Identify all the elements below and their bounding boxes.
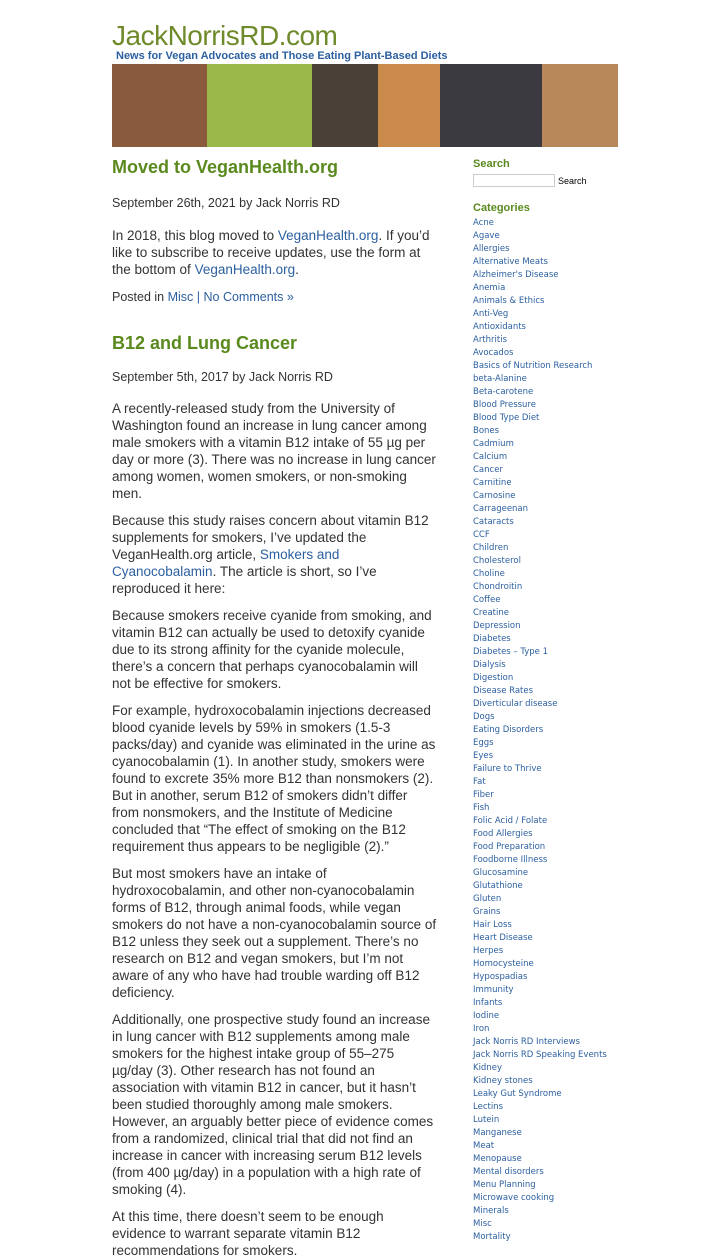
post-title-text[interactable]: Moved to VeganHealth.org [112, 157, 339, 177]
post-title-text[interactable]: B12 and Lung Cancer [112, 333, 298, 353]
category-link[interactable]: Food Allergies [473, 829, 533, 839]
category-link[interactable]: Lutein [473, 1115, 500, 1125]
category-link[interactable]: Blood Pressure [473, 400, 536, 410]
text: . [295, 262, 299, 277]
posted-in-label: Posted in [112, 290, 168, 304]
category-link[interactable]: Diverticular disease [473, 699, 558, 709]
category-link[interactable]: Dialysis [473, 660, 506, 670]
post-meta: September 5th, 2017 by Jack Norris RD [112, 370, 333, 384]
post-paragraph [112, 227, 438, 278]
post-b12-lung-cancer [112, 332, 438, 1259]
text: Because this study raises concern about vitamin B12 supplements for smokers, I’ve updated the VeganHealth.org article, [112, 513, 429, 562]
category-link[interactable]: Mental disorders [473, 1167, 544, 1177]
category-link[interactable]: CCF [473, 530, 490, 540]
category-link[interactable]: Diabetes [473, 634, 511, 644]
post-title[interactable] [112, 156, 438, 178]
category-link[interactable]: Minerals [473, 1206, 509, 1216]
text: In 2018, this blog moved to [112, 228, 278, 243]
sidebar [473, 158, 623, 1244]
banner-photo-asparagus [207, 64, 312, 147]
category-link[interactable]: Beta-carotene [473, 387, 534, 397]
category-link[interactable]: Coffee [473, 595, 501, 605]
category-link[interactable]: Glutathione [473, 881, 523, 891]
category-link[interactable]: Fat [473, 777, 486, 787]
category-link[interactable]: Iron [473, 1024, 490, 1034]
category-link[interactable]: Kidney [473, 1063, 502, 1073]
category-link[interactable]: Cataracts [473, 517, 514, 527]
post-paragraph: Additionally, one prospective study found an increase in lung cancer with B12 supplements among male smokers for the highest intake group of 55–275 µg/day (3). Other research has not found an association with vitamin B12 in cancer, but it hasn’t been studied thoroughly among male smokers. However, an arguably better piece of evidence comes from a randomized, clinical trial that did not find an increase in cancer with increasing serum B12 levels (from 400 µg/day) in a population with a high rate of smoking (4). [112, 1012, 434, 1197]
post-footer [112, 290, 438, 304]
banner-photo-berries [440, 64, 542, 147]
category-link[interactable]: Manganese [473, 1128, 522, 1138]
category-link[interactable]: Fiber [473, 790, 494, 800]
categories-heading: Categories [473, 202, 530, 214]
category-link[interactable]: Allergies [473, 244, 510, 254]
category-link[interactable]: Immunity [473, 985, 514, 995]
post-title[interactable] [112, 332, 438, 354]
category-link[interactable]: Digestion [473, 673, 514, 683]
category-link[interactable]: Misc [473, 1219, 492, 1229]
category-link[interactable]: Lectins [473, 1102, 503, 1112]
category-link[interactable]: Iodine [473, 1011, 500, 1021]
category-link[interactable]: Cadmium [473, 439, 514, 449]
category-link[interactable]: Eyes [473, 751, 494, 761]
category-link[interactable]: Basics of Nutrition Research [473, 361, 593, 371]
category-link[interactable]: Alzheimer's Disease [473, 270, 559, 280]
banner-photo-drink [378, 64, 440, 147]
category-link[interactable]: Hypospadias [473, 972, 528, 982]
veganhealth-link-2[interactable]: VeganHealth.org [194, 262, 296, 277]
category-link[interactable]: beta-Alanine [473, 374, 527, 384]
category-link[interactable]: Dogs [473, 712, 495, 722]
category-link[interactable]: Glucosamine [473, 868, 529, 878]
category-link[interactable]: Calcium [473, 452, 508, 462]
category-link[interactable]: Depression [473, 621, 521, 631]
post-moved [112, 156, 438, 304]
main-content [112, 150, 438, 1259]
post-paragraph: Because smokers receive cyanide from smoking, and vitamin B12 can actually be used to detoxify cyanide due to its strong affinity for the cyanide molecule, there’s a concern that perhaps cyanocobalamin will not be effective for smokers. [112, 608, 432, 691]
category-link[interactable]: Animals & Ethics [473, 296, 545, 306]
category-link-misc[interactable]: Misc [167, 290, 194, 304]
banner-photo-wok [312, 64, 378, 147]
category-link[interactable]: Homocysteine [473, 959, 534, 969]
category-link[interactable]: Carnosine [473, 491, 516, 501]
banner-photo-sandwich [542, 64, 618, 147]
category-link[interactable]: Fish [473, 803, 490, 813]
category-link[interactable]: Infants [473, 998, 503, 1008]
text: . The article is short, so I’ve reproduced it here: [112, 564, 377, 596]
category-link[interactable]: Jack Norris RD Interviews [473, 1037, 581, 1047]
banner-photo-crepe [112, 64, 207, 147]
category-link[interactable]: Eating Disorders [473, 725, 544, 735]
category-link[interactable]: Grains [473, 907, 501, 917]
post-paragraph: A recently-released study from the University of Washington found an increase in lung cancer among male smokers with a vitamin B12 intake of 55 µg per day or more (3). There was no increase in lung cancer among women, women smokers, or non-smoking men. [112, 401, 436, 501]
category-link[interactable]: Heart Disease [473, 933, 533, 943]
search-input[interactable] [473, 174, 555, 187]
category-link[interactable]: Mortality [473, 1232, 511, 1242]
category-link[interactable]: Leaky Gut Syndrome [473, 1089, 562, 1099]
category-link[interactable]: Children [473, 543, 509, 553]
category-link[interactable]: Eggs [473, 738, 494, 748]
category-link[interactable]: Disease Rates [473, 686, 534, 696]
category-link[interactable]: Herpes [473, 946, 504, 956]
category-link[interactable]: Food Preparation [473, 842, 546, 852]
category-link[interactable]: Cholesterol [473, 556, 521, 566]
category-link[interactable]: Diabetes – Type 1 [473, 647, 549, 657]
post-paragraph [112, 512, 438, 597]
category-link[interactable]: Failure to Thrive [473, 764, 542, 774]
category-link[interactable]: Microwave cooking [473, 1193, 555, 1203]
text: . If you’d like to subscribe to receive updates, use the form at the bottom of [112, 228, 430, 277]
category-link[interactable]: Menopause [473, 1154, 522, 1164]
category-link[interactable]: Menu Planning [473, 1180, 536, 1190]
category-link[interactable]: Creatine [473, 608, 509, 618]
category-link[interactable]: Arthritis [473, 335, 508, 345]
post-meta: September 26th, 2021 by Jack Norris RD [112, 196, 340, 210]
search-form [473, 174, 623, 187]
category-link[interactable]: Alternative Meats [473, 257, 548, 267]
category-list [473, 217, 623, 1244]
category-link[interactable]: Blood Type Diet [473, 413, 540, 423]
category-link[interactable]: Avocados [473, 348, 514, 358]
category-link[interactable]: Folic Acid / Folate [473, 816, 548, 826]
comments-link[interactable]: No Comments » [203, 290, 294, 304]
site-tagline: News for Vegan Advocates and Those Eating Plant-Based Diets [116, 50, 448, 62]
category-link[interactable]: Agave [473, 231, 500, 241]
search-heading: Search [473, 158, 510, 170]
category-link[interactable]: Meat [473, 1141, 495, 1151]
search-button[interactable]: Search [555, 176, 587, 186]
post-paragraph: At this time, there doesn’t seem to be enough evidence to warrant separate vitamin B12 recommendations for smokers. [112, 1209, 384, 1258]
site-logo[interactable]: JackNorrisRD.com [112, 20, 338, 51]
category-link[interactable]: Choline [473, 569, 505, 579]
category-link[interactable]: Chondroitin [473, 582, 523, 592]
category-link[interactable]: Carrageenan [473, 504, 529, 514]
category-link[interactable]: Hair Loss [473, 920, 512, 930]
category-link[interactable]: Kidney stones [473, 1076, 533, 1086]
category-link[interactable]: Acne [473, 218, 494, 228]
post-paragraph: But most smokers have an intake of hydroxocobalamin, and other non-cyanocobalamin forms of B12, through animal foods, while vegan smokers do not have a non-cyanocobalamin source of B12 unless they seek out a supplement. There’s no research on B12 and vegan smokers, but I’m not aware of any who have had trouble warding off B12 deficiency. [112, 866, 437, 1000]
category-link[interactable]: Anemia [473, 283, 506, 293]
category-link[interactable]: Foodborne Illness [473, 855, 548, 865]
category-link[interactable]: Antioxidants [473, 322, 526, 332]
category-link[interactable]: Cancer [473, 465, 503, 475]
category-link[interactable]: Anti-Veg [473, 309, 509, 319]
smokers-cyanocobalamin-link[interactable]: Smokers and Cyanocobalamin [112, 547, 340, 579]
category-link[interactable]: Carnitine [473, 478, 512, 488]
post-paragraph: For example, hydroxocobalamin injections decreased blood cyanide levels by 59% in smokers (1.5-3 packs/day) and cyanide was eliminated in the urine as cyanocobalamin (1). In another study, smokers were found to excrete 35% more B12 than nonsmokers (2). But in another, serum B12 of smokers didn’t differ from nonsmokers, and the Institute of Medicine concluded that “The effect of smoking on the B12 requirement thus appears to be negligible (2).” [112, 703, 436, 854]
category-link[interactable]: Bones [473, 426, 500, 436]
separator: | [193, 290, 204, 304]
veganhealth-link[interactable]: VeganHealth.org [277, 228, 379, 243]
category-link[interactable]: Jack Norris RD Speaking Events [473, 1050, 607, 1060]
header-banner [112, 64, 618, 147]
category-link[interactable]: Gluten [473, 894, 502, 904]
